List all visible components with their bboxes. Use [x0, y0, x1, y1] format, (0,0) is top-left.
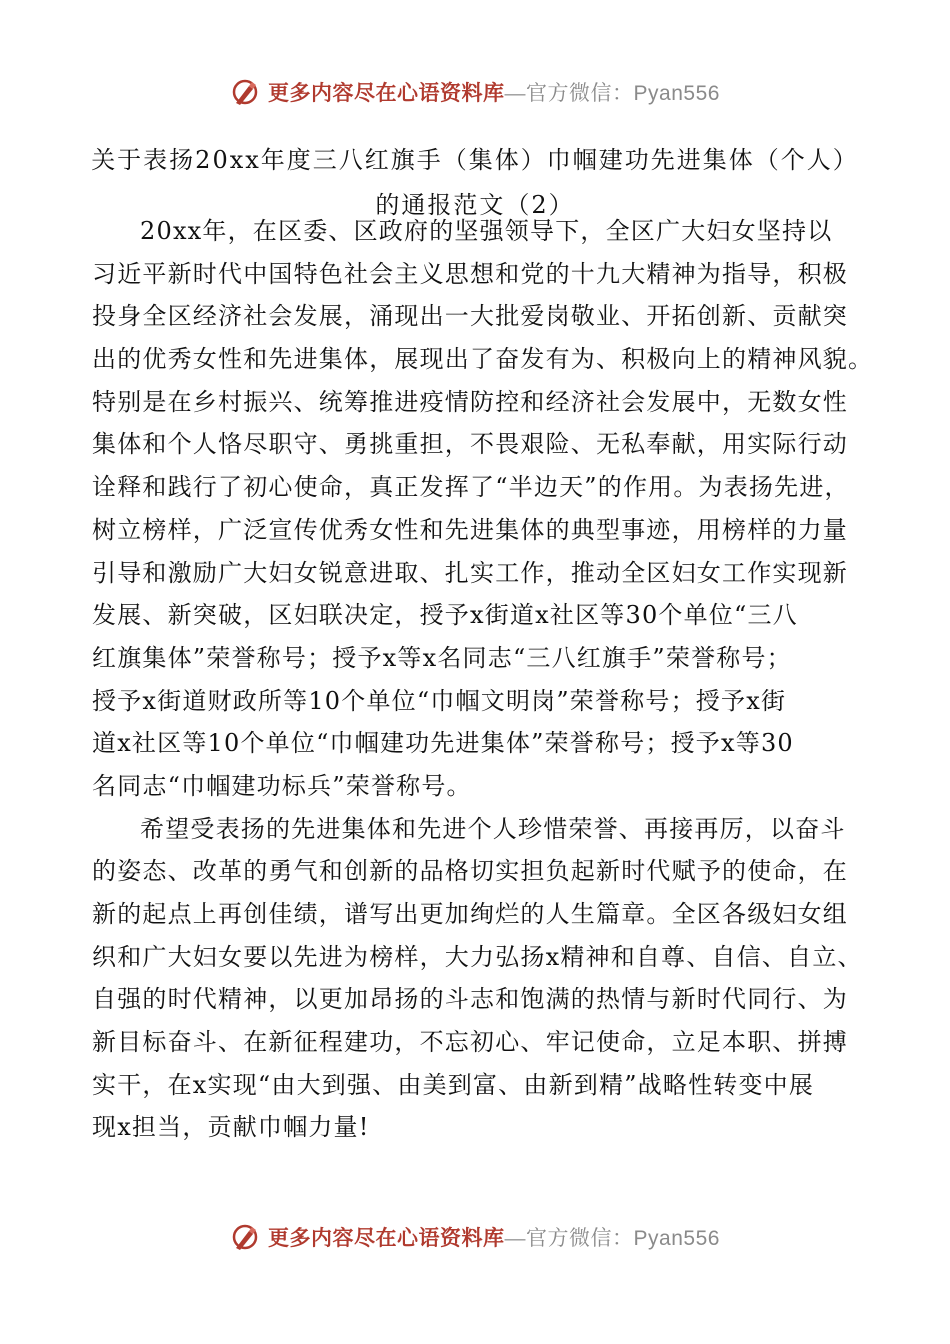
- paragraph-line: 引导和激励广大妇女锐意进取、扎实工作，推动全区妇女工作实现新: [92, 558, 848, 587]
- banner-dash: —: [504, 1227, 527, 1250]
- paragraph-line: 新目标奋斗、在新征程建功，不忘初心、牢记使命，立足本职、拼搏: [92, 1028, 848, 1057]
- paragraph-line: 集体和个人恪尽职守、勇挑重担，不畏艰险、无私奉献，用实际行动: [92, 430, 848, 459]
- paragraph-line: 新的起点上再创佳绩，谱写出更加绚烂的人生篇章。全区各级妇女组: [92, 900, 848, 928]
- pen-logo-icon: [230, 1222, 260, 1252]
- banner-wechat: 官方微信：Pyan556: [526, 1227, 720, 1250]
- paragraph-line: 出的优秀女性和先进集体，展现出了奋发有为、积极向上的精神风貌。: [92, 345, 874, 374]
- banner-text: [268, 1222, 720, 1252]
- paragraph-line: 20xx年，在区委、区政府的坚强领导下，全区广大妇女坚持以: [140, 217, 833, 245]
- banner-dash: —: [504, 82, 527, 105]
- paragraph-line: 自强的时代精神，以更加昂扬的斗志和饱满的热情与新时代同行、为: [92, 985, 848, 1014]
- paragraph-line: 名同志“巾帼建功标兵”荣誉称号。: [92, 771, 472, 800]
- document-title-line-1: 关于表扬20xx年度三八红旗手（集体）巾帼建功先进集体（个人）: [91, 146, 859, 174]
- paragraph-line: 希望受表扬的先进集体和先进个人珍惜荣誉、再接再厉，以奋斗: [140, 814, 846, 843]
- banner-text: [268, 77, 720, 107]
- paragraph-line: 授予x街道财政所等10个单位“巾帼文明岗”荣誉称号；授予x街: [92, 686, 787, 715]
- paragraph-line: 实干，在x实现“由大到强、由美到富、由新到精”战略性转变中展: [92, 1070, 815, 1099]
- document-title-line-2: 的通报范文（2）: [375, 191, 575, 219]
- header-banner: [0, 72, 950, 112]
- pen-logo-icon: [230, 77, 260, 107]
- banner-site-name: 更多内容尽在心语资料库: [268, 1227, 505, 1250]
- paragraph-line: 特别是在乡村振兴、统筹推进疫情防控和经济社会发展中，无数女性: [92, 387, 848, 416]
- paragraph-line: 的姿态、改革的勇气和创新的品格切实担负起新时代赋予的使命，在: [92, 857, 848, 886]
- banner-wechat: 官方微信：Pyan556: [526, 82, 720, 105]
- paragraph-line: 树立榜样，广泛宣传优秀女性和先进集体的典型事迹，用榜样的力量: [92, 515, 848, 544]
- paragraph-line: 习近平新时代中国特色社会主义思想和党的十九大精神为指导，积极: [92, 259, 848, 288]
- paragraph-line: 发展、新突破，区妇联决定，授予x街道x社区等30个单位“三八: [92, 601, 798, 630]
- paragraph-line: 道x社区等10个单位“巾帼建功先进集体”荣誉称号；授予x等30: [92, 729, 794, 758]
- paragraph-line: 投身全区经济社会发展，涌现出一大批爱岗敬业、开拓创新、贡献突: [92, 302, 848, 331]
- paragraph-line: 现x担当，贡献巾帼力量!: [92, 1113, 370, 1142]
- footer-banner: [0, 1217, 950, 1257]
- paragraph-line: 红旗集体”荣誉称号；授予x等x名同志“三八红旗手”荣誉称号；: [92, 643, 792, 672]
- banner-site-name: 更多内容尽在心语资料库: [268, 82, 505, 105]
- paragraph-line: 诠释和践行了初心使命，真正发挥了“半边天”的作用。为表扬先进，: [92, 473, 850, 502]
- paragraph-line: 织和广大妇女要以先进为榜样，大力弘扬x精神和自尊、自信、自立、: [92, 942, 863, 971]
- document-body: [92, 210, 872, 1149]
